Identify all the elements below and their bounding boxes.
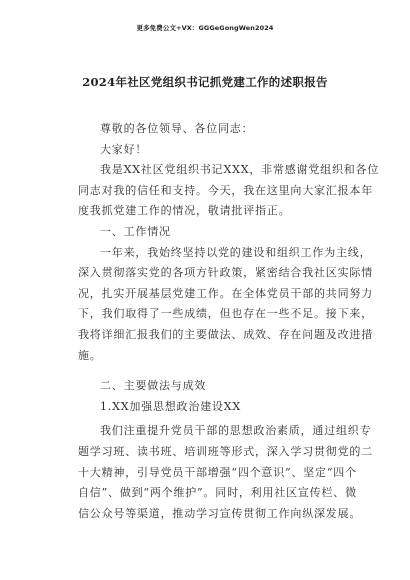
intro-line: 度我抓党建工作的情况，敬请批评指正。	[78, 204, 291, 218]
intro-line: 同志对我的信任和支持。今天，我在这里向大家汇报本年	[78, 183, 373, 197]
subsection1-line: 我们注重提升党员干部的思想政治素质，通过组织专	[100, 424, 372, 438]
subsection1-line: 自信”、做到“两个维护”。同时，利用社区宣传栏、微	[78, 486, 357, 500]
section2-heading: 二、主要做法与成效	[100, 379, 207, 393]
subsection1-paragraph	[78, 421, 373, 524]
document-title: 2024年社区党组织书记抓党建工作的述职报告	[82, 75, 328, 89]
section1-line: 施。	[78, 348, 102, 362]
document-body	[78, 119, 380, 524]
section1-line: 我将详细汇报我们的主要做法、成效、存在问题及改进措	[78, 327, 373, 341]
salutation: 尊敬的各位领导、各位同志：	[100, 122, 254, 135]
subsection1-heading: 1.XX加强思想政治建设XX	[100, 399, 242, 413]
section1-heading: 一、工作情况	[100, 224, 171, 238]
subsection1-line: 十大精神，引导党员干部增强“四个意识”、坚定“四个	[78, 465, 357, 479]
section1-line: 深入贯彻落实党的各项方针政策，紧密结合我社区实际情	[78, 266, 373, 280]
section1-paragraph	[78, 243, 373, 367]
section1-line: 下，我们取得了一些成绩，但也存在一些不足。接下来，	[78, 307, 373, 321]
header-note: 更多免费公文+VX：GGGeGongWen2024	[136, 24, 274, 32]
section1-line: 一年来，我始终坚持以党的建设和组织工作为主线，	[100, 245, 372, 259]
spacer	[78, 366, 340, 376]
section1-line: 况，扎实开展基层党建工作。在全体党员干部的共同努力	[78, 286, 373, 300]
subsection1-line: 信公众号等渠道，推动学习宣传贯彻工作向纵深发展。	[78, 506, 362, 520]
subsection1-line: 题学习班、读书班、培训班等形式，深入学习贯彻党的二	[78, 444, 373, 458]
greeting: 大家好！	[100, 142, 148, 156]
intro-paragraph	[78, 160, 380, 222]
intro-line: 我是XX社区党组织书记XXX，非常感谢党组织和各位	[100, 163, 380, 177]
